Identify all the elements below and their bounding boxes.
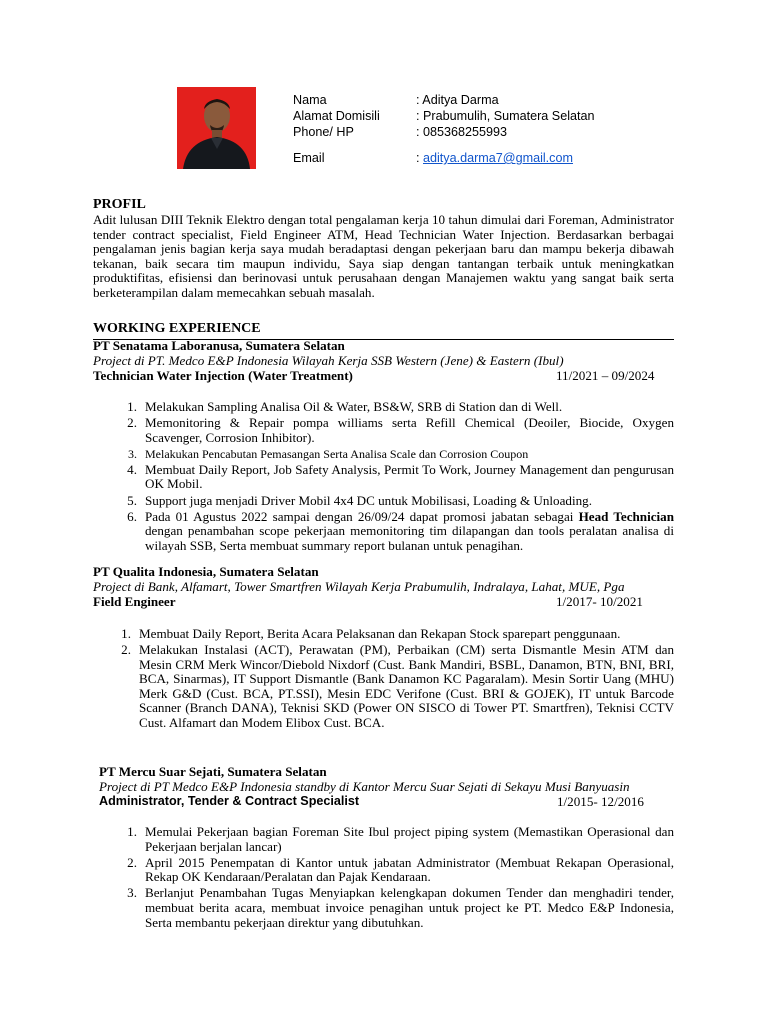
task-item — [121, 416, 674, 445]
task-text: Support juga menjadi Driver Mobil 4x4 DC untuk Mobilisasi, Loading & Unloading. — [145, 492, 592, 508]
company-name: PT Mercu Suar Sejati, Sumatera Selatan — [99, 764, 327, 779]
task-number: 1. — [121, 626, 131, 641]
task-text: Pada 01 Agustus 2022 sampai dengan 26/09/24 dapat promosi jabatan sebagai — [145, 508, 574, 524]
job-entry — [93, 564, 674, 609]
phone-label: Phone/ HP — [293, 125, 354, 139]
role-line — [99, 794, 674, 809]
task-list — [121, 825, 674, 932]
task-text: Memonitoring & Repair pompa williams serta Refill Chemical (Deoiler, Biocide, Oxygen Scavenger, Corrosion Inhibitor). — [145, 415, 674, 445]
company-name: PT Senatama Laboranusa, Sumatera Selatan — [93, 338, 345, 353]
task-number: 3. — [127, 885, 137, 901]
task-list — [121, 400, 674, 555]
project-description: Project di Bank, Alfamart, Tower Smartfren Wilayah Kerja Prabumulih, Indralaya, Lahat, MUE, Pga — [93, 579, 625, 594]
task-number: 6. — [127, 508, 137, 524]
email-value-wrap — [416, 150, 573, 166]
profile-photo — [177, 87, 256, 169]
name-label: Nama — [293, 93, 327, 107]
role-line — [93, 368, 674, 383]
task-item — [121, 886, 674, 930]
task-number: 2. — [127, 854, 137, 870]
phone-value: : 085368255993 — [416, 125, 508, 139]
name-value: : Aditya Darma — [416, 93, 499, 107]
task-text: Melakukan Pencabutan Pemasangan Serta Analisa Scale dan Corrosion Coupon — [145, 446, 529, 461]
profil-heading: PROFIL — [93, 197, 146, 212]
job-entry — [99, 764, 674, 809]
task-text: Memulai Pekerjaan bagian Foreman Site Ibul project piping system (Memastikan Operasional dan Pekerjaan berjalan lancar) — [145, 824, 674, 854]
job-entry — [93, 338, 674, 383]
job-role: Administrator, Tender & Contract Specialist — [99, 794, 360, 808]
task-item — [115, 627, 674, 642]
task-item — [121, 825, 674, 854]
task-number: 1. — [127, 824, 137, 839]
role-line — [93, 594, 674, 609]
task-item — [121, 463, 674, 492]
task-item — [121, 510, 674, 554]
task-text: April 2015 Penempatan di Kantor untuk jabatan Administrator (Membuat Rekapan Operasional, Rekap OK Kendaraan/Peralatan dan Pajak Kendaraan. — [145, 854, 674, 885]
task-number: 2. — [127, 415, 137, 431]
task-item — [121, 400, 674, 415]
task-number: 5. — [127, 492, 137, 508]
email-label: Email — [293, 151, 325, 165]
job-period: 1/2015- 12/2016 — [557, 794, 644, 809]
email-link[interactable]: aditya.darma7@gmail.com — [423, 151, 573, 165]
project-description: Project di PT Medco E&P Indonesia standby di Kantor Mercu Suar Sejati di Sekayu Musi Banyuasin — [99, 779, 630, 794]
task-number: 2. — [121, 642, 131, 658]
address-value: : Prabumulih, Sumatera Selatan — [416, 109, 595, 123]
task-item — [121, 494, 674, 509]
task-list — [115, 627, 674, 732]
task-text-continued: dengan penambahan scope pekerjaan memonitoring tim dilapangan dan tools peralatan analisa di wilayah SSB, Serta membuat summary report bulanan untuk penagihan. — [145, 523, 674, 553]
task-item — [121, 447, 674, 462]
address-label: Alamat Domisili — [293, 109, 380, 123]
working-experience-heading: WORKING EXPERIENCE — [93, 321, 261, 336]
email-prefix: : — [416, 151, 423, 165]
task-number: 1. — [127, 399, 137, 414]
task-text: Membuat Daily Report, Job Safety Analysis, Permit To Work, Journey Management dan pengurusan OK Mobil. — [145, 461, 674, 492]
task-highlight: Head Technician — [578, 508, 675, 524]
job-period: 11/2021 – 09/2024 — [556, 368, 655, 383]
task-text: Berlanjut Penambahan Tugas Menyiapkan kelengkapan dokumen Tender dan menghadiri tender, membuat berita acara, membuat invoice penagihan untuk project ke PT. Medco E&P Indonesia, Serta membantu pekerjaan direktur yang dibutuhkan. — [145, 885, 674, 930]
job-role: Field Engineer — [93, 594, 176, 609]
task-text: Melakukan Instalasi (ACT), Perawatan (PM), Perbaikan (CM) serta Dismantle Mesin ATM dan Mesin CRM Merk Wincor/Diebold Nixdorf (Cust. Bank Mandiri, BSBL, Danamon, BTN, BNI, BRI, BCA, Sinarmas), IT Support Dismantle (Bank Danamon KC Pagaralam). Mesin Sortir Uang (MHU) Merk G&D (Cust. BCA, PT.SSI), Mesin EDC Verifone (Cust. BRI & GOJEK), IT untuk Barcode Scanner (Branch DANA), Teknisi SKD (Power ON SISCO di Tower PT. Smartfren), Teknisi CCTV Cust. Alfamart dan Modem Elibox Cust. BCA. — [139, 642, 674, 731]
task-item — [121, 856, 674, 885]
task-number: 3. — [128, 446, 137, 461]
task-item — [115, 643, 674, 731]
job-period: 1/2017- 10/2021 — [556, 594, 643, 609]
company-name: PT Qualita Indonesia, Sumatera Selatan — [93, 564, 319, 579]
task-text: Melakukan Sampling Analisa Oil & Water, BS&W, SRB di Station dan di Well. — [145, 399, 563, 414]
task-number: 4. — [127, 461, 137, 477]
job-role: Technician Water Injection (Water Treatment) — [93, 368, 353, 383]
profil-text: Adit lulusan DIII Teknik Elektro dengan total pengalaman kerja 10 tahun dimulai dari Foreman, Administrator tender contract specialist, Field Engineer ATM, Head Technician Water Injection. Berdasarkan berbagai pengalaman jenis bagian kerja saya mudah beradaptasi dengan pekerjaan baru dan mampu bekerja dibawah tekanan, baik secara tim maupun individu, Saya siap dengan tantangan terbaik untuk meningkatkan produktifitas, efisiensi dan berinovasi untuk perusahaan dengan Manajemen waktu yang sangat baik serta berketerampilan dalam memecahkan sebuah masalah. — [93, 212, 674, 300]
task-text: Membuat Daily Report, Berita Acara Pelaksanan dan Rekapan Stock sparepart penggunaan. — [139, 626, 621, 641]
project-description: Project di PT. Medco E&P Indonesia Wilayah Kerja SSB Western (Jene) & Eastern (Ibul) — [93, 353, 564, 368]
